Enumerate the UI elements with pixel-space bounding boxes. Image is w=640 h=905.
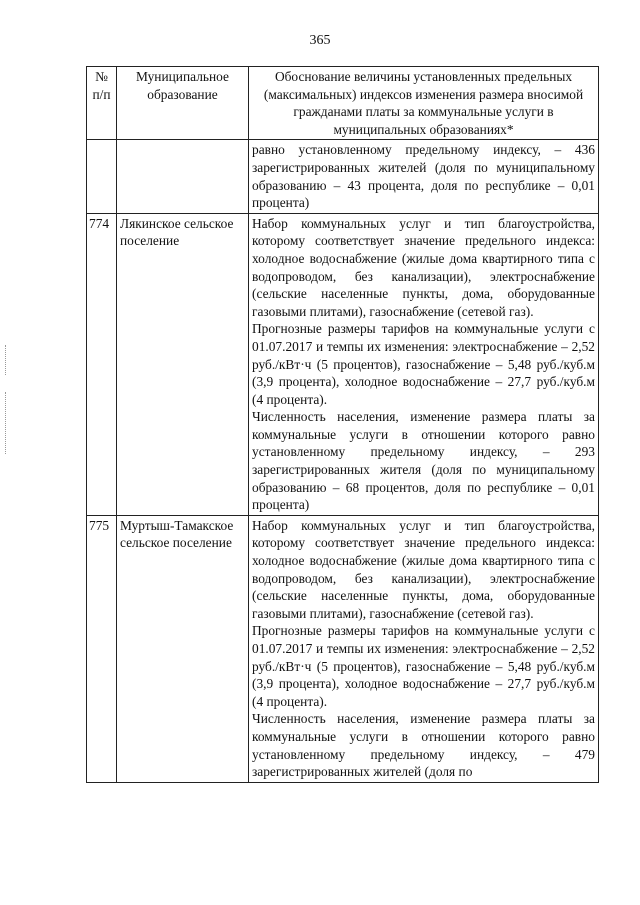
table-row <box>87 515 599 782</box>
header-municipality: Муниципальное образование <box>117 67 249 140</box>
margin-dots-top <box>5 345 10 375</box>
row-num: 774 <box>87 213 117 515</box>
justification-paragraph: Набор коммунальных услуг и тип благоустройства, которому соответствует значение предельного индекса: холодное водоснабжение (жилые дома квартирного типа с водопроводом, без канализации), электроснабжение (сельские населенные пункты, дома, оборудованные газовыми плитами), газоснабжение (сетевой газ). <box>252 215 595 319</box>
row-num: 775 <box>87 515 117 782</box>
justification-paragraph: Набор коммунальных услуг и тип благоустройства, которому соответствует значение предельного индекса: холодное водоснабжение (жилые дома квартирного типа с водопроводом, без канализации), электроснабжение (сельские населенные пункты, дома, оборудованные газовыми плитами), газоснабжение (сетевой газ). <box>252 517 595 621</box>
row-municipality <box>117 140 249 213</box>
row-justification <box>249 213 599 515</box>
row-justification <box>249 140 599 213</box>
row-municipality: Лякинское сельское поселение <box>117 213 249 515</box>
justification-table <box>86 66 599 783</box>
header-justification: Обоснование величины установленных предельных (максимальных) индексов изменения размера вносимой гражданами платы за коммунальные услуги в муниципальных образованиях* <box>249 67 599 140</box>
row-num <box>87 140 117 213</box>
table-header-row <box>87 67 599 140</box>
header-num: № п/п <box>87 67 117 140</box>
justification-paragraph: Прогнозные размеры тарифов на коммунальные услуги с 01.07.2017 и темпы их изменения: электроснабжение – 2,52 руб./кВт·ч (5 процентов), газоснабжение – 5,48 руб./куб.м (3,9 процента), холодное водоснабжение – 27,7 руб./куб.м (4 процента). <box>252 321 595 407</box>
table-row <box>87 140 599 213</box>
justification-paragraph: Прогнозные размеры тарифов на коммунальные услуги с 01.07.2017 и темпы их изменения: электроснабжение – 2,52 руб./кВт·ч (5 процентов), газоснабжение – 5,48 руб./куб.м (3,9 процента), холодное водоснабжение – 27,7 руб./куб.м (4 процента). <box>252 623 595 709</box>
table-row <box>87 213 599 515</box>
justification-paragraph: Численность населения, изменение размера платы за коммунальные услуги в отношении которого равно установленному предельному индексу, – 479 зарегистрированных жителей (доля по <box>252 711 595 780</box>
row-justification <box>249 515 599 782</box>
margin-dots-bottom <box>5 392 10 454</box>
justification-paragraph: Численность населения, изменение размера платы за коммунальные услуги в отношении которого равно установленному предельному индексу, – 293 зарегистрированных жителя (доля по муниципальному образованию – 68 процентов, доля по республике – 0,01 процента) <box>252 409 595 513</box>
row-municipality: Муртыш-Тамакское сельское поселение <box>117 515 249 782</box>
page-number: 365 <box>309 33 331 48</box>
justification-paragraph: равно установленному предельному индексу, – 436 зарегистрированных жителей (доля по муниципальному образованию – 43 процента, доля по республике – 0,01 процента) <box>252 142 595 211</box>
